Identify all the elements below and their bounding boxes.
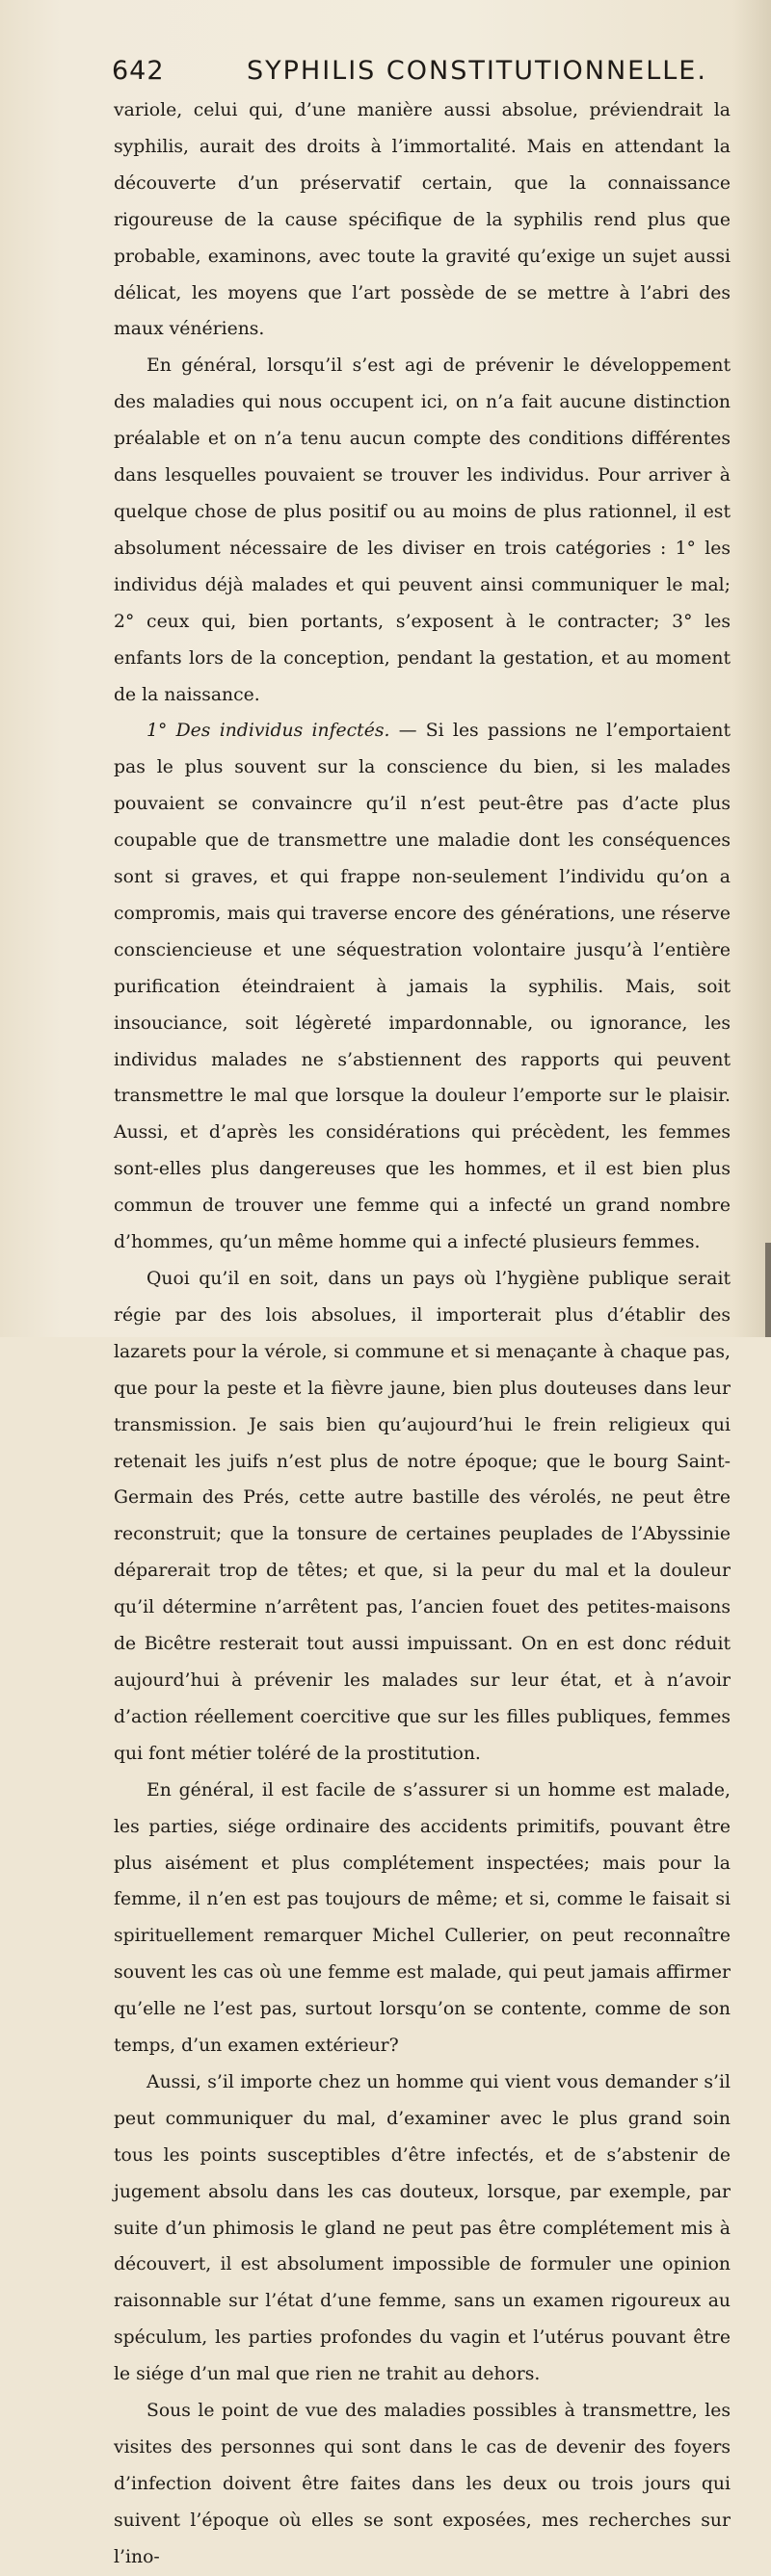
page-edge-shadow (765, 1243, 771, 1337)
page-number: 642 (112, 56, 165, 86)
running-title: SYPHILIS CONSTITUTIONNELLE. (247, 56, 707, 86)
paragraph (114, 1261, 731, 1773)
section-heading-italic: 1° Des individus infectés. (146, 721, 390, 742)
paragraph-text: En général, lorsqu’il s’est agi de prévenir le développement des maladies qui nous occupent ici, on n’a fait aucune distinction préalable et on n’a tenu aucun compte des conditions différentes dans lesquelles pouvaient se trouver les individus. Pour arriver à quelque chose de plus positif ou au moins de plus rationnel, il est absolument nécessaire de les diviser en trois catégories : 1° les individus déjà malades et qui peuvent ainsi communiquer le mal; 2° ceux qui, bien portants, s’exposent à le contracter; 3° les enfants lors de la conception, pendant la gestation, et au moment de la naissance. (114, 355, 731, 705)
paragraph-text: Quoi qu’il en soit, dans un pays où l’hygiène publique serait régie par des lois absolues, il importerait plus d’établir des lazarets pour la vérole, si commune et si menaçante à chaque pas, que pour la peste et la fièvre jaune, bien plus douteuses dans leur transmission. Je sais bien qu’aujourd’hui le frein religieux qui retenait les juifs n’est plus de notre époque; que le bourg Saint-Germain des Prés, cette autre bastille des vérolés, ne peut être reconstruit; que la tonsure de certaines peuplades de l’Abyssinie déparerait trop de têtes; et que, si la peur du mal et la douleur qu’il détermine n’arrêtent pas, l’ancien fouet des petites-maisons de Bicêtre resterait tout aussi impuissant. On en est donc réduit aujourd’hui à prévenir les malades sur leur état, et à n’avoir d’action réellement coercitive que sur les filles publiques, femmes qui font métier toléré de la prostitution. (114, 1269, 731, 1764)
paragraph (114, 713, 731, 1261)
paragraph (114, 2393, 731, 2576)
body-text (114, 92, 731, 2576)
paragraph-text: Sous le point de vue des maladies possibles à transmettre, les visites des personnes qui sont dans le cas de devenir des foyers d’infection doivent être faites dans les deux ou trois jours qui suivent l’époque où elles se sont exposées, mes recherches sur l’ino- (114, 2401, 731, 2567)
paragraph (114, 348, 731, 713)
paragraph-text: — Si les passions ne l’emportaient pas le plus souvent sur la conscience du bien, si les malades pouvaient se convaincre qu’il n’est peut-être pas d’acte plus coupable que de transmettre une maladie dont les conséquences sont si graves, et qui frappe non-seulement l’individu qu’on a compromis, mais qui traverse encore des générations, une réserve consciencieuse et une séquestration volontaire jusqu’à l’entière purification éteindraient à jamais la syphilis. Mais, soit insouciance, soit légèreté impardonnable, ou ignorance, les individus malades ne s’abstiennent des rapports qui peuvent transmettre le mal que lorsque la douleur l’emporte sur le plaisir. Aussi, et d’après les considérations qui précèdent, les femmes sont-elles plus dangereuses que les hommes, et il est bien plus commun de trouver une femme qui a infecté un grand nombre d’hommes, qu’un même homme qui a infecté plusieurs femmes. (114, 721, 731, 1253)
paragraph-text: En général, il est facile de s’assurer si un homme est malade, les parties, siége ordinaire des accidents primitifs, pouvant être plus aisément et plus complétement inspectées; mais pour la femme, il n’en est pas toujours de même; et si, comme le faisait si spirituellement remarquer Michel Cullerier, on peut reconnaître souvent les cas où une femme est malade, qui peut jamais affirmer qu’elle ne l’est pas, surtout lorsqu’on se contente, comme de son temps, d’un examen extérieur? (114, 1779, 731, 2057)
paragraph-text: variole, celui qui, d’une manière aussi absolue, préviendrait la syphilis, aurait des droits à l’immortalité. Mais en attendant la découverte d’un préservatif certain, que la connaissance rigoureuse de la cause spécifique de la syphilis rend plus que probable, examinons, avec toute la gravité qu’exige un sujet aussi délicat, les moyens que l’art possède de se mettre à l’abri des maux vénériens. (114, 100, 731, 340)
paragraph (114, 1773, 731, 2064)
paragraph-text: Aussi, s’il importe chez un homme qui vient vous demander s’il peut communiquer du mal, d’examiner avec le plus grand soin tous les points susceptibles d’être infectés, et de s’abstenir de jugement absolu dans les cas douteux, lorsque, par exemple, par suite d’un phimosis le gland ne peut pas être complétement mis à découvert, il est absolument impossible de formuler une opinion raisonnable sur l’état d’une femme, sans un examen rigoureux au spéculum, les parties profondes du vagin et l’utérus pouvant être le siége d’un mal que rien ne trahit au dehors. (114, 2071, 731, 2385)
page-header (112, 56, 729, 89)
paragraph (114, 92, 731, 348)
paragraph (114, 2064, 731, 2393)
